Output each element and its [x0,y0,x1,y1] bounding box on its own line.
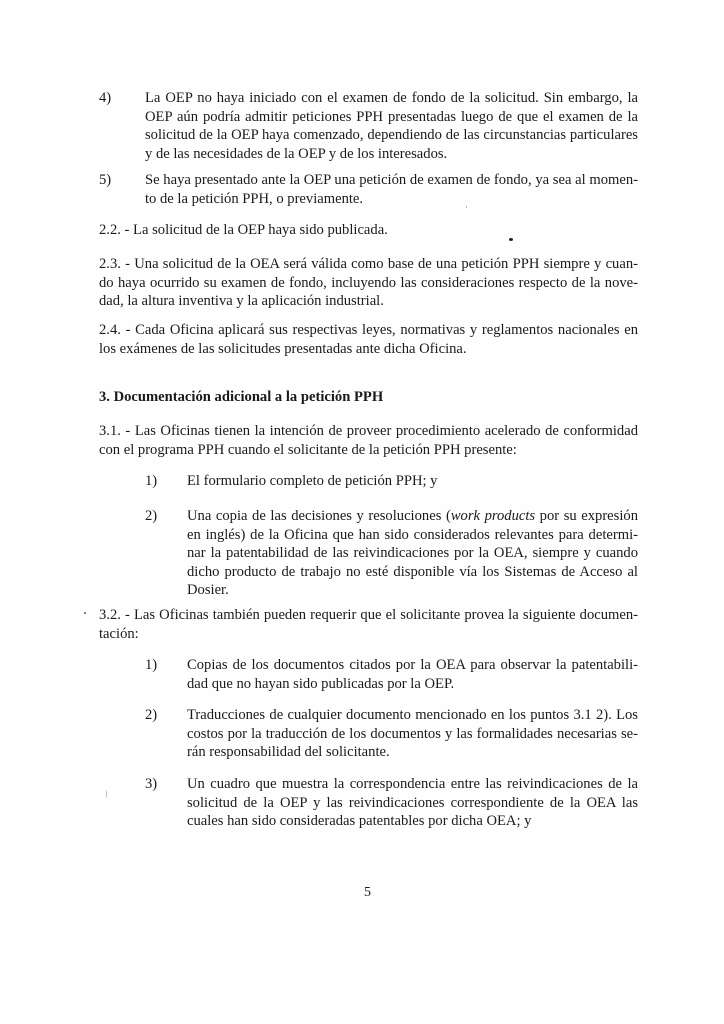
list-item-text [187,706,638,762]
text-line: los exámenes de las solicitudes presentadas ante dicha Oficina. [99,340,467,357]
text-line: El formulario completo de petición PPH; y [187,473,438,489]
text-line: solicitud de la OEP y las reivindicaciones correspondiente de la OEA las [187,794,638,811]
scan-artifact [106,790,107,798]
text-line: Dosier. [187,582,229,599]
text-line: do haya ocurrido su examen de fondo, incluyendo las consideraciones respecto de la nove- [99,274,638,291]
text-line: costos por la traducción de los documentos y las formalidades necesarias se- [187,725,638,742]
text-line: Un cuadro que muestra la correspondencia entre las reivindicaciones de la [187,776,638,792]
paragraph-2-2 [99,221,638,240]
list-item-text [145,171,638,208]
text-line: tación: [99,625,139,642]
text-line: 2.4. - Cada Oficina aplicará sus respectivas leyes, normativas y reglamentos nacionales en [99,322,638,338]
text-line: nar la patentabilidad de las reivindicaciones por la OEA, siempre y cuando [187,545,638,562]
text-line: y de las necesidades de la OEP y de los interesados. [145,145,448,162]
text-line: en inglés) de la Oficina que han sido considerados relevantes para determi- [187,526,638,543]
text-run: por su expresión [535,508,638,524]
paragraph-2-3 [99,255,638,311]
text-line: to de la petición PPH, o previamente. [145,190,364,207]
text-line: 2.3. - Una solicitud de la OEA será válida como base de una petición PPH siempre y cuan- [99,256,638,272]
section-heading: 3. Documentación adicional a la petición PPH [99,389,384,405]
text-line: 2.2. - La solicitud de la OEP haya sido publicada. [99,222,388,238]
scan-artifact [84,612,86,614]
paragraph-2-4 [99,321,638,358]
list-item-text [187,656,638,693]
paragraph-3-2 [99,606,638,643]
page-number: 5 [364,885,371,900]
paragraph-3-1 [99,422,638,459]
list-item-text [145,89,638,163]
text-line: dicho producto de trabajo no esté disponible vía los Sistemas de Acceso al [187,563,638,580]
list-item-text [187,775,638,831]
text-line: Traducciones de cualquier documento mencionado en los puntos 3.1 2). Los [187,707,638,723]
text-line: dad que no hayan sido publicadas por la OEP. [187,675,455,692]
list-item-number: 2) [145,707,158,723]
list-item-number: 1) [145,657,158,673]
text-line: Se haya presentado ante la OEP una petición de examen de fondo, ya sea al momen- [145,172,638,188]
text-line: OEP aún podría admitir peticiones PPH presentadas luego de que el examen de la [145,108,638,125]
scan-artifact [509,238,513,241]
text-line: rán responsabilidad del solicitante. [187,744,390,761]
text-line [187,507,638,526]
text-line: cuales han sido consideradas patentables por dicha OEA; y [187,813,532,830]
list-item-text [187,507,638,600]
text-line: dad, la altura inventiva y la aplicación industrial. [99,293,384,310]
text-line: La OEP no haya iniciado con el examen de fondo de la solicitud. Sin embargo, la [145,90,638,106]
text-line: 3.1. - Las Oficinas tienen la intención de proveer procedimiento acelerado de conformidad [99,423,638,439]
text-run: Una copia de las decisiones y resoluciones ( [187,508,451,524]
list-item-number: 2) [145,508,158,524]
text-line: con el programa PPH cuando el solicitante de la petición PPH presente: [99,441,517,458]
list-item-text [187,472,638,491]
list-item-number: 3) [145,776,158,792]
text-line: Copias de los documentos citados por la OEA para observar la patentabili- [187,657,638,673]
list-item-number: 1) [145,473,158,489]
text-line: 3.2. - Las Oficinas también pueden requerir que el solicitante provea la siguiente documen- [99,607,638,623]
list-item-number: 4) [99,90,112,106]
list-item-number: 5) [99,172,112,188]
italic-term: work products [450,508,536,524]
text-line: solicitud de la OEP haya comenzado, dependiendo de las circunstancias particulares [145,127,638,144]
scan-artifact [466,206,467,208]
